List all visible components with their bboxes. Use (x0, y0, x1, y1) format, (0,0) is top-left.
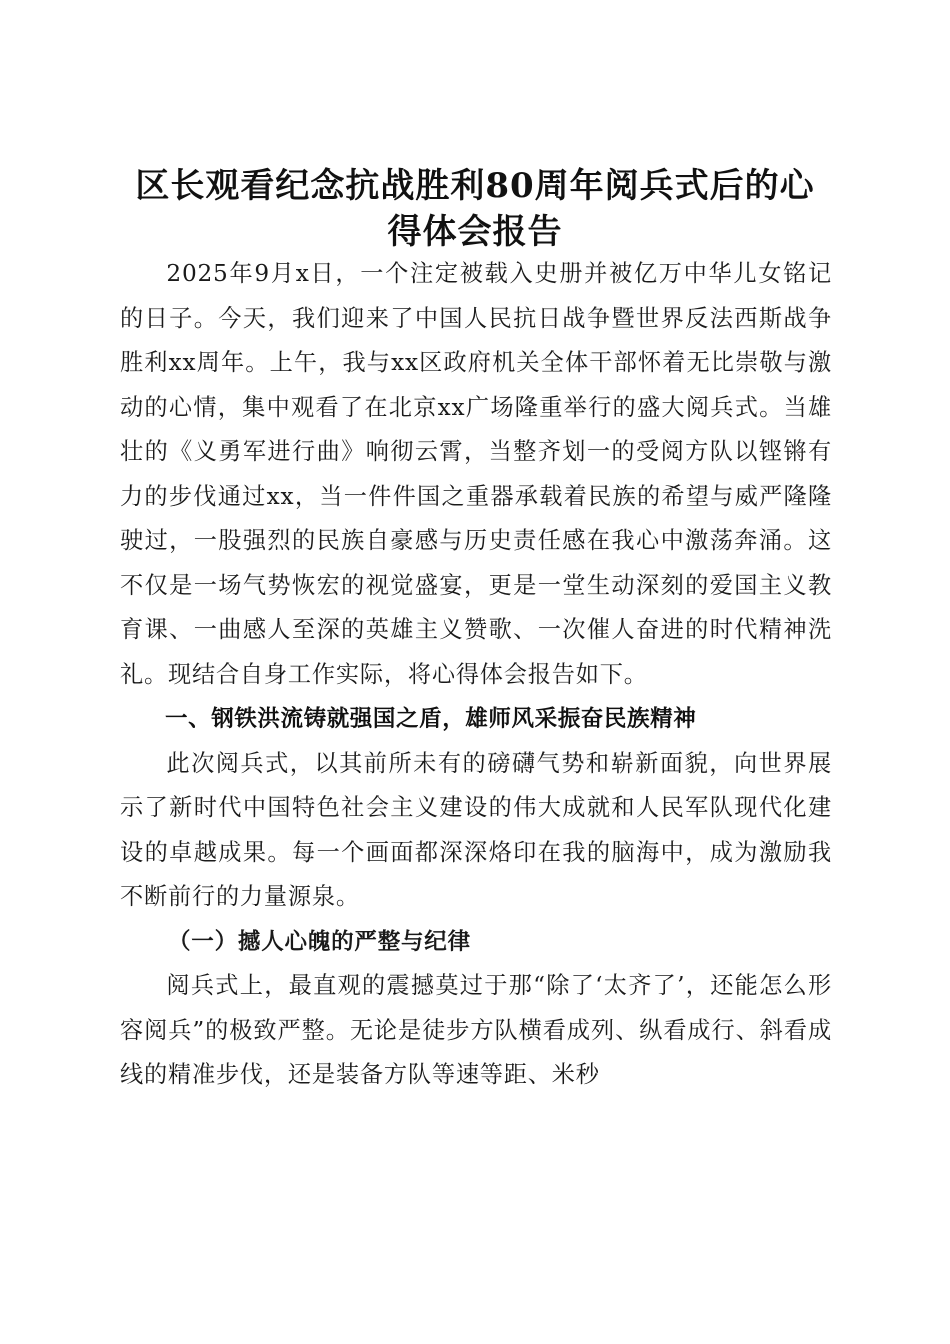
section-1-paragraph: 此次阅兵式，以其前所未有的磅礴气势和崭新面貌，向世界展示了新时代中国特色社会主义建设的伟大成就和人民军队现代化建设的卓越成果。每一个画面都深深烙印在我的脑海中，成为激励我不断前行的力量源泉。 (120, 749, 832, 910)
subsection-1-heading: （一）撼人心魄的严整与纪律 (168, 928, 471, 955)
title-line-1: 区长观看纪念抗战胜利80周年阅兵式后的心 (135, 165, 815, 206)
section-1-heading: 一、钢铁洪流铸就强国之盾，雄师风采振奋民族精神 (165, 706, 697, 732)
document-body (120, 252, 832, 1098)
document-title (110, 163, 840, 255)
title-line-2: 得体会报告 (387, 211, 563, 252)
intro-paragraph: 2025年9月x日，一个注定被载入史册并被亿万中华儿女铭记的日子。今天，我们迎来了中国人民抗日战争暨世界反法西斯战争胜利xx周年。上午，我与xx区政府机关全体干部怀着无比崇敬与激动的心情，集中观看了在北京xx广场隆重举行的盛大阅兵式。当雄壮的《义勇军进行曲》响彻云霄，当整齐划一的受阅方队以铿锵有力的步伐通过xx，当一件件国之重器承载着民族的希望与威严隆隆驶过，一股强烈的民族自豪感与历史责任感在我心中激荡奔涌。这不仅是一场气势恢宏的视觉盛宴，更是一堂生动深刻的爱国主义教育课、一曲感人至深的英雄主义赞歌、一次催人奋进的时代精神洗礼。现结合自身工作实际，将心得体会报告如下。 (120, 260, 832, 688)
subsection-1-paragraph: 阅兵式上，最直观的震撼莫过于那“除了‘太齐了’，还能怎么形容阅兵”的极致严整。无论是徒步方队横看成列、纵看成行、斜看成线的精准步伐，还是装备方队等速等距、米秒 (120, 972, 832, 1088)
